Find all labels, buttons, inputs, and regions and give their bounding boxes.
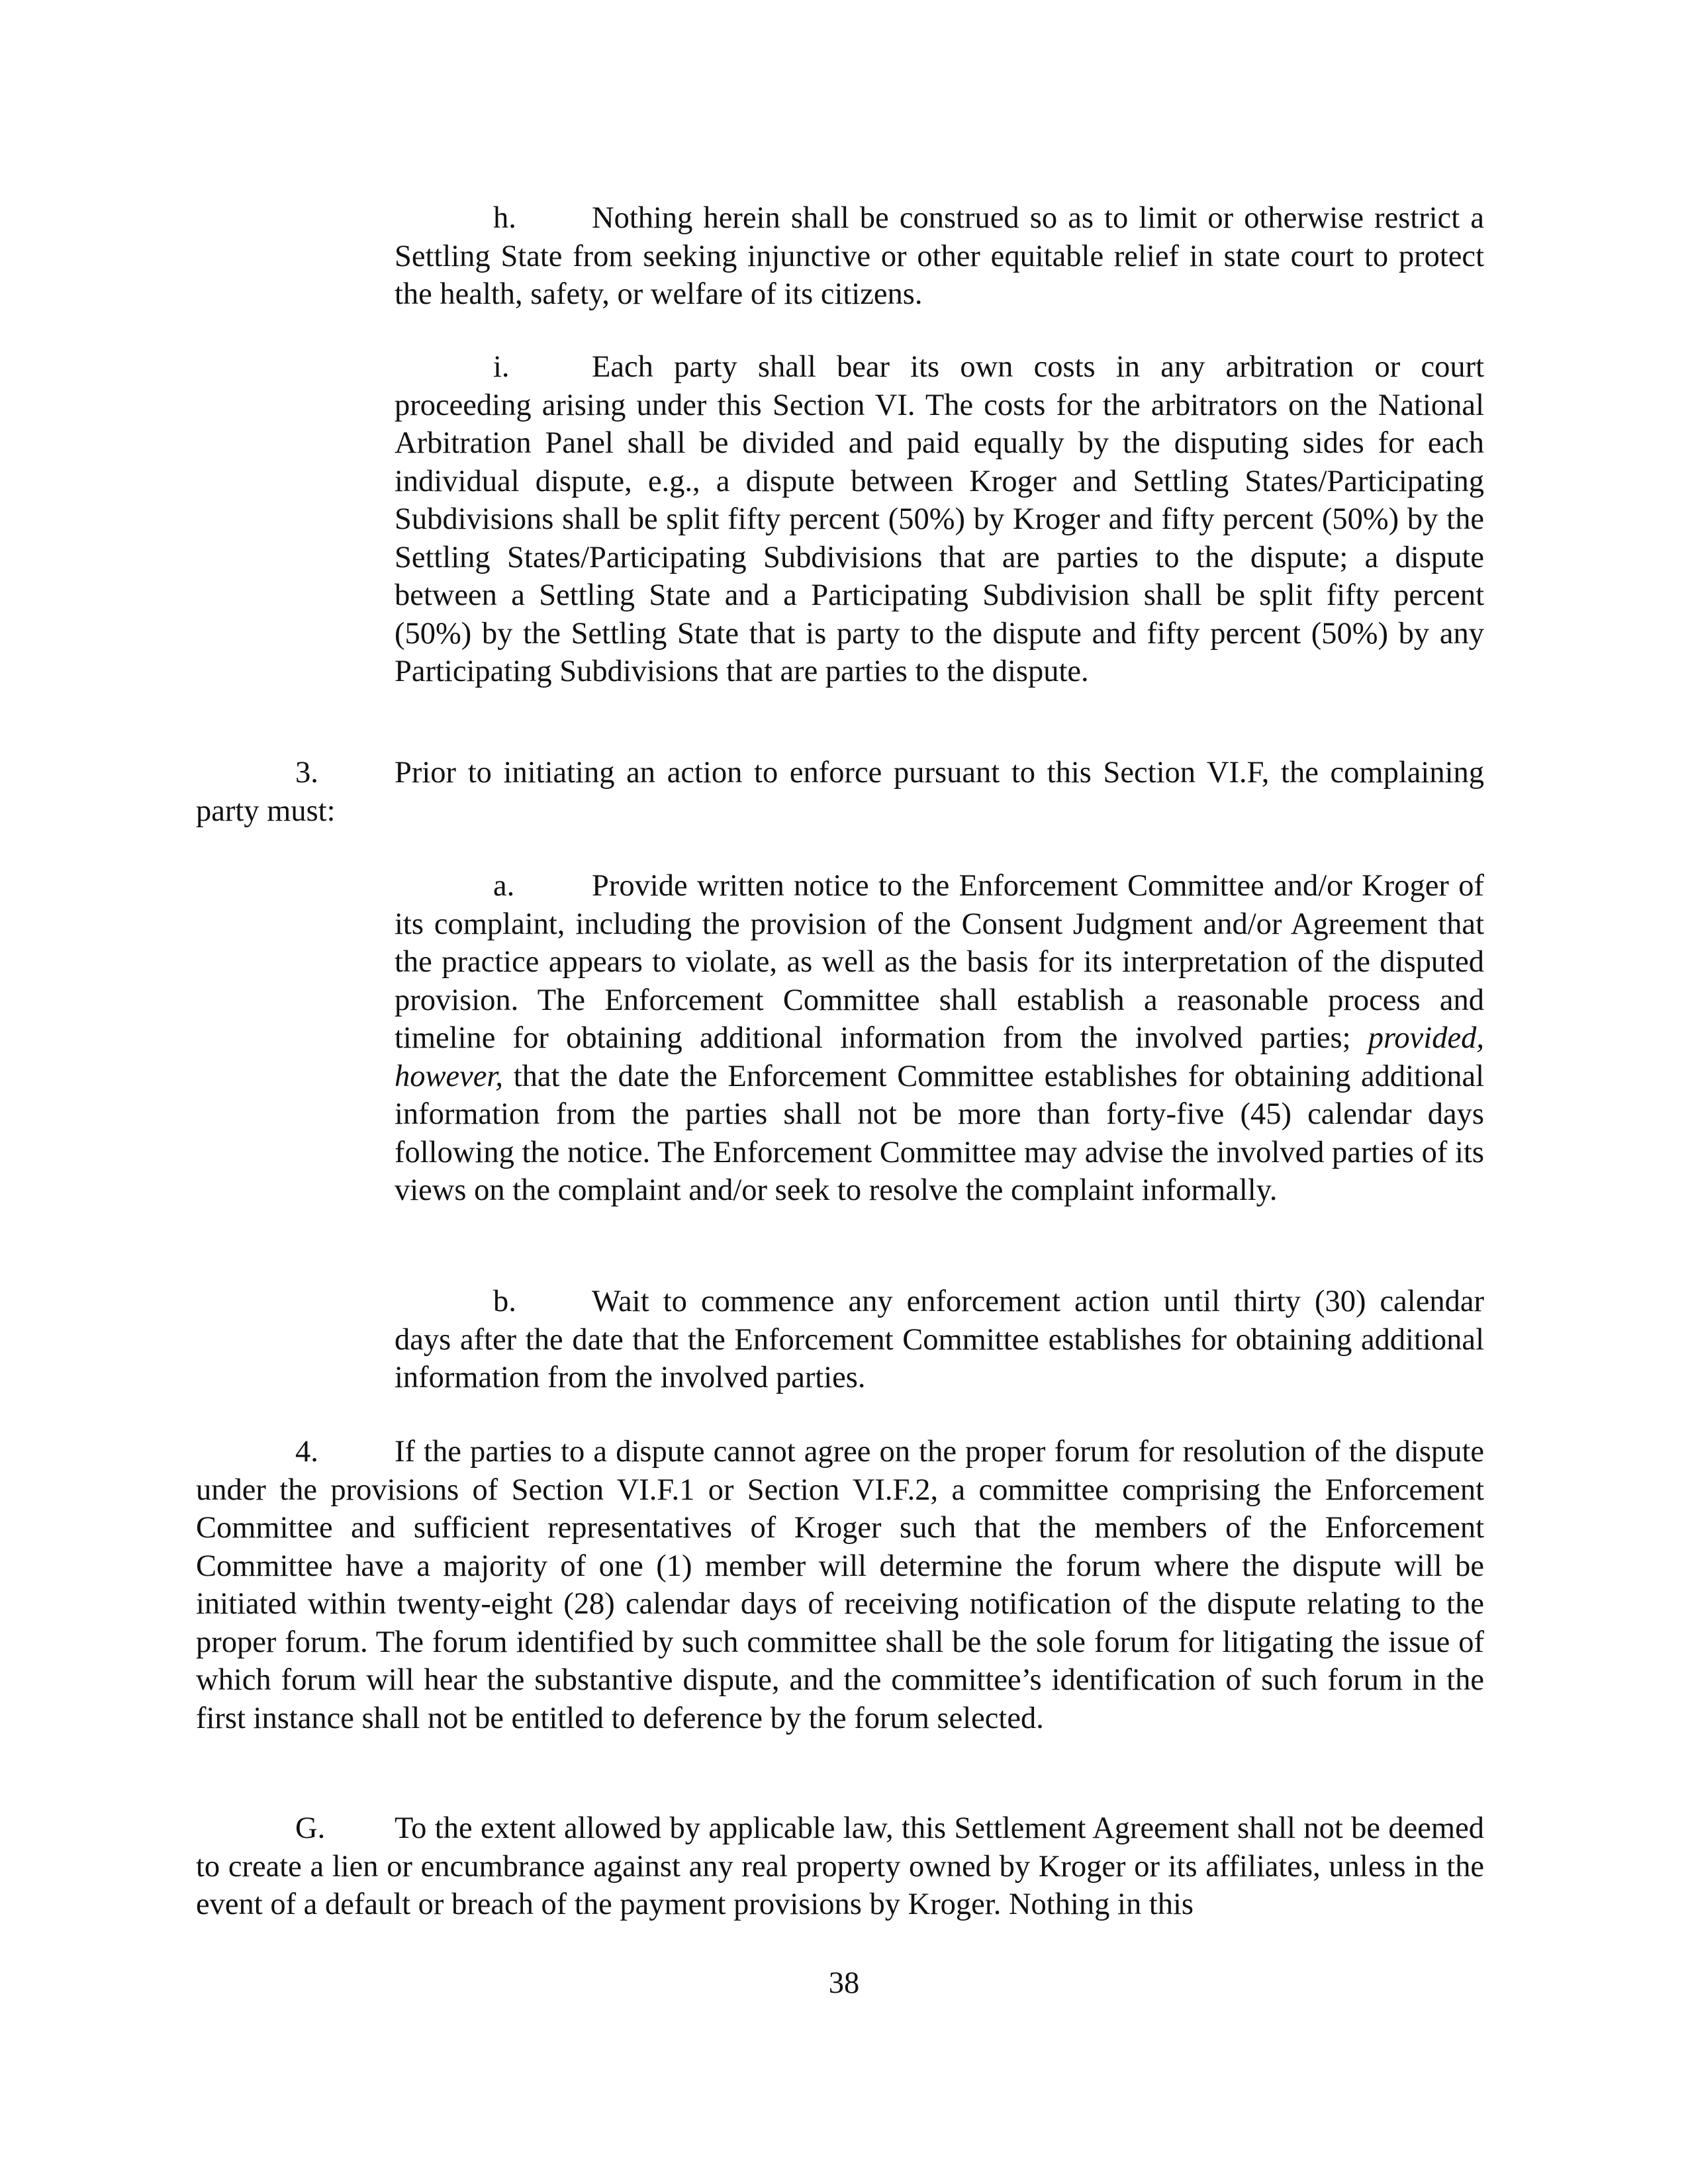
paragraph-a-text-2: that the date the Enforcement Committee establishes for obtaining additional information from the parties shall not be more than forty-five (45) calendar days following the notice. The Enforcement Committee may advise the involved parties of its views on the complaint and/or seek to resolve the complaint informally. (395, 1059, 1484, 1207)
section-G-text: To the extent allowed by applicable law, this Settlement Agreement shall not be deemed to create a lien or encumbrance against any real property owned by Kroger or its affiliates, unless in the event of a default or breach of the payment provisions by Kroger. Nothing in this (196, 1811, 1484, 1921)
paragraph-i-marker: i. (493, 350, 510, 384)
paragraph-i-text: Each party shall bear its own costs in any arbitration or court proceeding arising under this Section VI. The costs for the arbitrators on the National Arbitration Panel shall be divided and paid equally by the disputing sides for each individual dispute, e.g., a dispute between Kroger and Settling States/Participating Subdivisions shall be split fifty percent (50%) by Kroger and fifty percent (50%) by the Settling States/Participating Subdivisions that are parties to the dispute; a dispute between a Settling State and a Participating Subdivision shall be split fifty percent (50%) by the Settling State that is party to the dispute and fifty percent (50%) by any Participating Subdivisions that are parties to the dispute. (395, 350, 1484, 688)
paragraph-b-marker: b. (493, 1285, 516, 1318)
paragraph-b-text: Wait to commence any enforcement action until thirty (30) calendar days after the date that the Enforcement Committee establishes for obtaining additional information from the involved parties. (395, 1285, 1484, 1394)
item-4 (196, 1433, 1484, 1737)
paragraph-a (395, 867, 1484, 1210)
page-number: 38 (828, 1966, 860, 2000)
paragraph-a-marker: a. (493, 869, 515, 903)
paragraph-h-text: Nothing herein shall be construed so as to limit or otherwise restrict a Settling State from seeking injunctive or other equitable relief in state court to protect the health, safety, or welfare of its citizens. (395, 201, 1484, 311)
paragraph-h (395, 199, 1484, 314)
paragraph-h-marker: h. (493, 201, 516, 235)
item-4-text: If the parties to a dispute cannot agree on the proper forum for resolution of the dispute under the provisions of Section VI.F.1 or Section VI.F.2, a committee comprising the Enforcement Committee and sufficient representatives of Kroger such that the members of the Enforcement Committee have a majority of one (1) member will determine the forum where the dispute will be initiated within twenty-eight (28) calendar days of receiving notification of the dispute relating to the proper forum. The forum identified by such committee shall be the sole forum for litigating the issue of which forum will hear the substantive dispute, and the committee’s identification of such forum in the first instance shall not be entitled to deference by the forum selected. (196, 1435, 1484, 1735)
item-4-marker: 4. (295, 1435, 318, 1469)
item-3-text-line2: party must: (196, 794, 336, 828)
item-3-marker: 3. (295, 756, 318, 790)
section-G (196, 1809, 1484, 1924)
paragraph-a-text-1: Provide written notice to the Enforcement Committee and/or Kroger of its complaint, including the provision of the Consent Judgment and/or Agreement that the practice appears to violate, as well as the basis for its interpretation of the disputed provision. The Enforcement Committee shall establish a reasonable process and timeline for obtaining additional information from the involved parties; (395, 869, 1484, 1055)
paragraph-a-italic: provided, however, (395, 1021, 1484, 1093)
item-3-text-line1: Prior to initiating an action to enforce pursuant to this Section VI.F, the complaining (395, 756, 1484, 790)
section-G-marker: G. (295, 1811, 326, 1845)
paragraph-i (395, 348, 1484, 691)
paragraph-b (395, 1283, 1484, 1397)
